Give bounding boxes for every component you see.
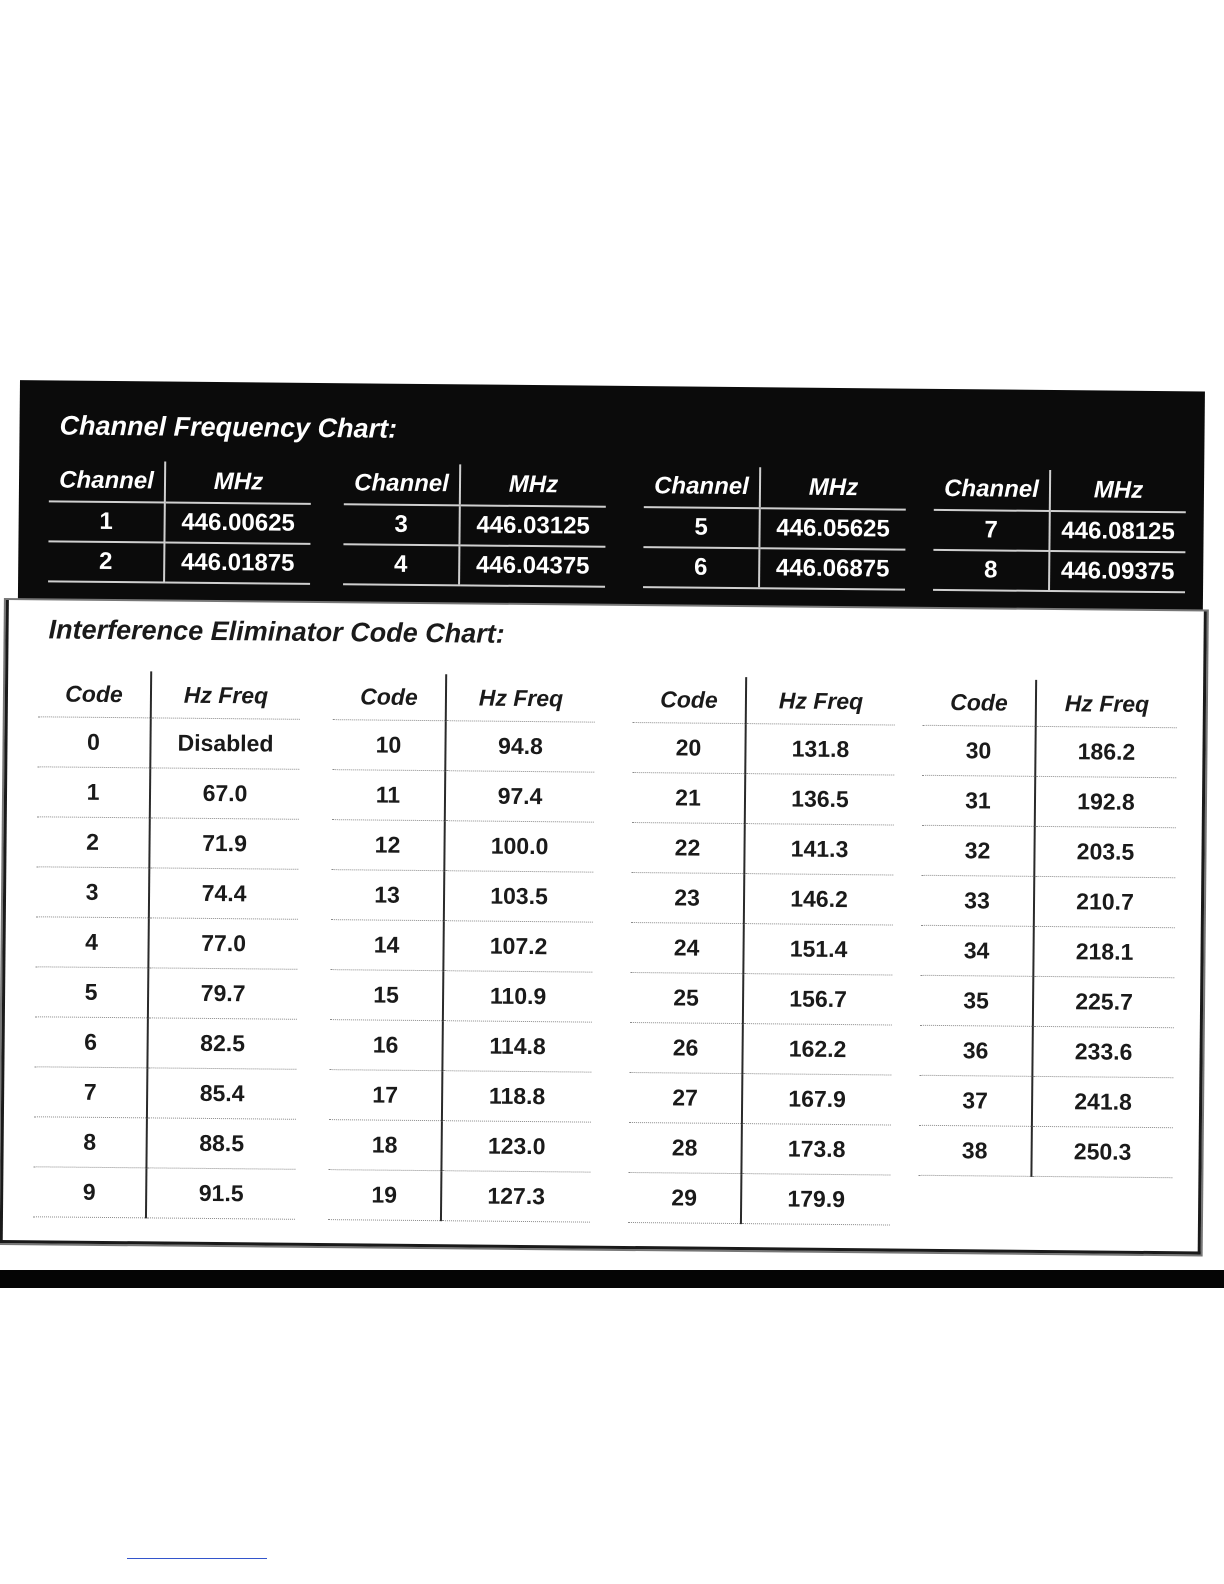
table-row: [643, 507, 905, 550]
channel-mhz: 446.09375: [1049, 551, 1185, 592]
table-row: [919, 1025, 1173, 1077]
column-header-mhz: MHz: [760, 467, 906, 509]
column-header-code: Code: [38, 670, 151, 718]
code-hz: 186.2: [1035, 726, 1176, 777]
code-number: 3: [36, 867, 149, 918]
column-header-channel: Channel: [344, 463, 460, 505]
code-hz: 179.9: [741, 1174, 890, 1225]
code-number: 0: [37, 717, 150, 768]
code-hz: 114.8: [442, 1021, 591, 1072]
channel-mhz: 446.08125: [1049, 511, 1185, 552]
channel-mhz: 446.06875: [759, 548, 905, 589]
code-table: [33, 670, 300, 1219]
code-number: 13: [331, 870, 444, 921]
channel-mhz: 446.00625: [164, 503, 310, 544]
table-row: [933, 550, 1185, 592]
channel-number: 3: [343, 504, 459, 545]
code-number: 30: [922, 725, 1035, 776]
code-hz: 167.9: [742, 1074, 891, 1125]
code-hz: 173.8: [741, 1124, 890, 1175]
table-row: [920, 975, 1174, 1027]
channel-number: 4: [343, 544, 459, 585]
code-table: [328, 673, 595, 1222]
code-hz: 97.4: [445, 771, 594, 822]
table-row: [330, 970, 592, 1023]
channel-table: [933, 469, 1186, 593]
table-row: [48, 541, 310, 584]
code-hz: Disabled: [150, 718, 299, 769]
channel-number: 7: [933, 510, 1049, 551]
code-hz: 123.0: [441, 1121, 590, 1172]
code-hz: 94.8: [445, 721, 594, 772]
table-row: [920, 925, 1174, 977]
column-header-channel: Channel: [934, 469, 1050, 511]
code-hz: 141.3: [744, 824, 893, 875]
channel-frequency-section: [18, 380, 1205, 631]
table-row: [629, 1072, 891, 1125]
table-row: [630, 923, 892, 976]
table-row: [37, 767, 299, 820]
code-number: 15: [330, 970, 443, 1021]
channel-table: [48, 460, 311, 585]
table-row: [328, 1120, 590, 1173]
table-row: [329, 1020, 591, 1073]
code-table: [628, 676, 895, 1225]
code-hz: 225.7: [1033, 976, 1174, 1027]
code-number: 17: [329, 1070, 442, 1121]
code-hz: 192.8: [1035, 776, 1176, 827]
code-hz: 233.6: [1032, 1026, 1173, 1077]
table-row: [630, 973, 892, 1026]
code-number: 9: [33, 1167, 146, 1218]
code-hz: 88.5: [146, 1118, 295, 1169]
channel-mhz: 446.04375: [459, 545, 605, 586]
code-hz: 110.9: [443, 971, 592, 1022]
code-number: 31: [922, 775, 1035, 826]
code-number: 24: [630, 923, 743, 974]
code-hz: 146.2: [744, 874, 893, 925]
code-number: 27: [629, 1072, 742, 1123]
table-row: [34, 1017, 296, 1070]
code-number: 26: [629, 1022, 742, 1073]
channel-mhz: 446.05625: [759, 508, 905, 549]
code-number: 7: [34, 1067, 147, 1118]
channel-mhz: 446.03125: [459, 505, 605, 546]
code-number: 12: [331, 820, 444, 871]
code-number: 33: [921, 875, 1034, 926]
table-row: [632, 773, 894, 826]
column-header-code: Code: [333, 673, 446, 721]
column-header-code: Code: [923, 679, 1036, 727]
code-number: 38: [918, 1125, 1031, 1176]
table-row: [629, 1022, 891, 1075]
code-number: 10: [332, 720, 445, 771]
table-row: [36, 867, 298, 920]
code-hz: 74.4: [149, 868, 298, 919]
table-row: [632, 723, 894, 776]
code-hz: 103.5: [444, 871, 593, 922]
scan-edge-bar: [0, 1270, 1224, 1288]
code-hz: 79.7: [148, 968, 297, 1019]
code-number: 1: [37, 767, 150, 818]
frequency-card: [0, 380, 1208, 1261]
code-hz: 210.7: [1034, 876, 1175, 927]
table-row: [921, 875, 1175, 927]
code-number: 29: [628, 1172, 741, 1223]
channel-mhz: 446.01875: [164, 543, 310, 584]
code-number: 23: [631, 873, 744, 924]
footnote-rule: [127, 1558, 267, 1559]
code-number: 22: [631, 823, 744, 874]
channel-number: 1: [48, 501, 164, 542]
code-number: 8: [33, 1117, 146, 1168]
column-header-hz: Hz Freq: [151, 671, 300, 719]
code-number: 2: [36, 817, 149, 868]
code-hz: 250.3: [1031, 1126, 1172, 1177]
code-hz: 127.3: [441, 1171, 590, 1222]
code-hz: 131.8: [745, 724, 894, 775]
column-header-mhz: MHz: [165, 462, 311, 504]
table-row: [631, 823, 893, 876]
table-row: [37, 717, 299, 770]
code-number: 11: [332, 770, 445, 821]
table-row: [933, 510, 1185, 552]
code-hz: 67.0: [150, 768, 299, 819]
table-row: [48, 501, 310, 544]
code-number: 37: [919, 1075, 1032, 1126]
code-hz: 118.8: [442, 1071, 591, 1122]
channel-number: 6: [643, 547, 759, 588]
table-row: [343, 504, 605, 547]
table-row: [329, 1070, 591, 1123]
code-hz: 91.5: [146, 1168, 295, 1219]
column-header-channel: Channel: [49, 460, 165, 502]
code-hz: 82.5: [147, 1018, 296, 1069]
code-number: 28: [628, 1122, 741, 1173]
table-row: [331, 820, 593, 873]
table-row: [33, 1167, 295, 1220]
code-number: 18: [328, 1120, 441, 1171]
code-number: 5: [35, 967, 148, 1018]
code-hz: 162.2: [742, 1024, 891, 1075]
table-row: [332, 770, 594, 823]
code-number: 35: [920, 975, 1033, 1026]
code-hz: 71.9: [149, 818, 298, 869]
table-row: [628, 1122, 890, 1175]
table-row: [643, 547, 905, 590]
column-header-mhz: MHz: [460, 464, 606, 506]
code-number: 21: [632, 773, 745, 824]
channel-chart-title: Channel Frequency Chart:: [59, 410, 398, 444]
code-hz: 203.5: [1034, 826, 1175, 877]
table-row: [331, 870, 593, 923]
code-hz: 85.4: [147, 1068, 296, 1119]
code-number: 16: [329, 1020, 442, 1071]
code-hz: 107.2: [443, 921, 592, 972]
code-number: 36: [919, 1025, 1032, 1076]
code-number: 32: [921, 825, 1034, 876]
column-header-mhz: MHz: [1050, 470, 1186, 512]
table-row: [36, 817, 298, 870]
table-row: [922, 775, 1176, 827]
table-row: [919, 1075, 1173, 1127]
table-row: [921, 825, 1175, 877]
code-chart-section: [0, 600, 1207, 1254]
channel-number: 2: [48, 541, 164, 582]
column-header-channel: Channel: [644, 466, 760, 508]
column-header-hz: Hz Freq: [746, 677, 895, 725]
code-hz: 136.5: [745, 774, 894, 825]
column-header-hz: Hz Freq: [1036, 680, 1177, 728]
code-number: 4: [35, 917, 148, 968]
channel-table: [343, 463, 606, 588]
table-row: [918, 1125, 1172, 1177]
code-number: 20: [632, 723, 745, 774]
table-row: [628, 1172, 890, 1225]
code-table: [918, 679, 1177, 1178]
code-number: 14: [330, 920, 443, 971]
table-row: [922, 725, 1176, 777]
table-row: [343, 544, 605, 587]
code-number: 19: [328, 1170, 441, 1221]
code-hz: 241.8: [1032, 1076, 1173, 1127]
table-row: [33, 1117, 295, 1170]
code-hz: 151.4: [743, 924, 892, 975]
table-row: [332, 720, 594, 773]
channel-number: 8: [933, 550, 1049, 591]
table-row: [35, 967, 297, 1020]
code-number: 25: [630, 973, 743, 1024]
code-number: 6: [34, 1017, 147, 1068]
column-header-code: Code: [633, 676, 746, 724]
column-header-hz: Hz Freq: [446, 674, 595, 722]
table-row: [328, 1170, 590, 1223]
table-row: [631, 873, 893, 926]
code-hz: 156.7: [743, 974, 892, 1025]
channel-table: [643, 466, 906, 591]
code-hz: 77.0: [148, 918, 297, 969]
code-hz: 100.0: [444, 821, 593, 872]
table-row: [35, 917, 297, 970]
table-row: [330, 920, 592, 973]
code-number: 34: [920, 925, 1033, 976]
table-row: [34, 1067, 296, 1120]
code-chart-title: Interference Eliminator Code Chart:: [48, 614, 505, 649]
channel-number: 5: [643, 507, 759, 548]
code-hz: 218.1: [1033, 926, 1174, 977]
